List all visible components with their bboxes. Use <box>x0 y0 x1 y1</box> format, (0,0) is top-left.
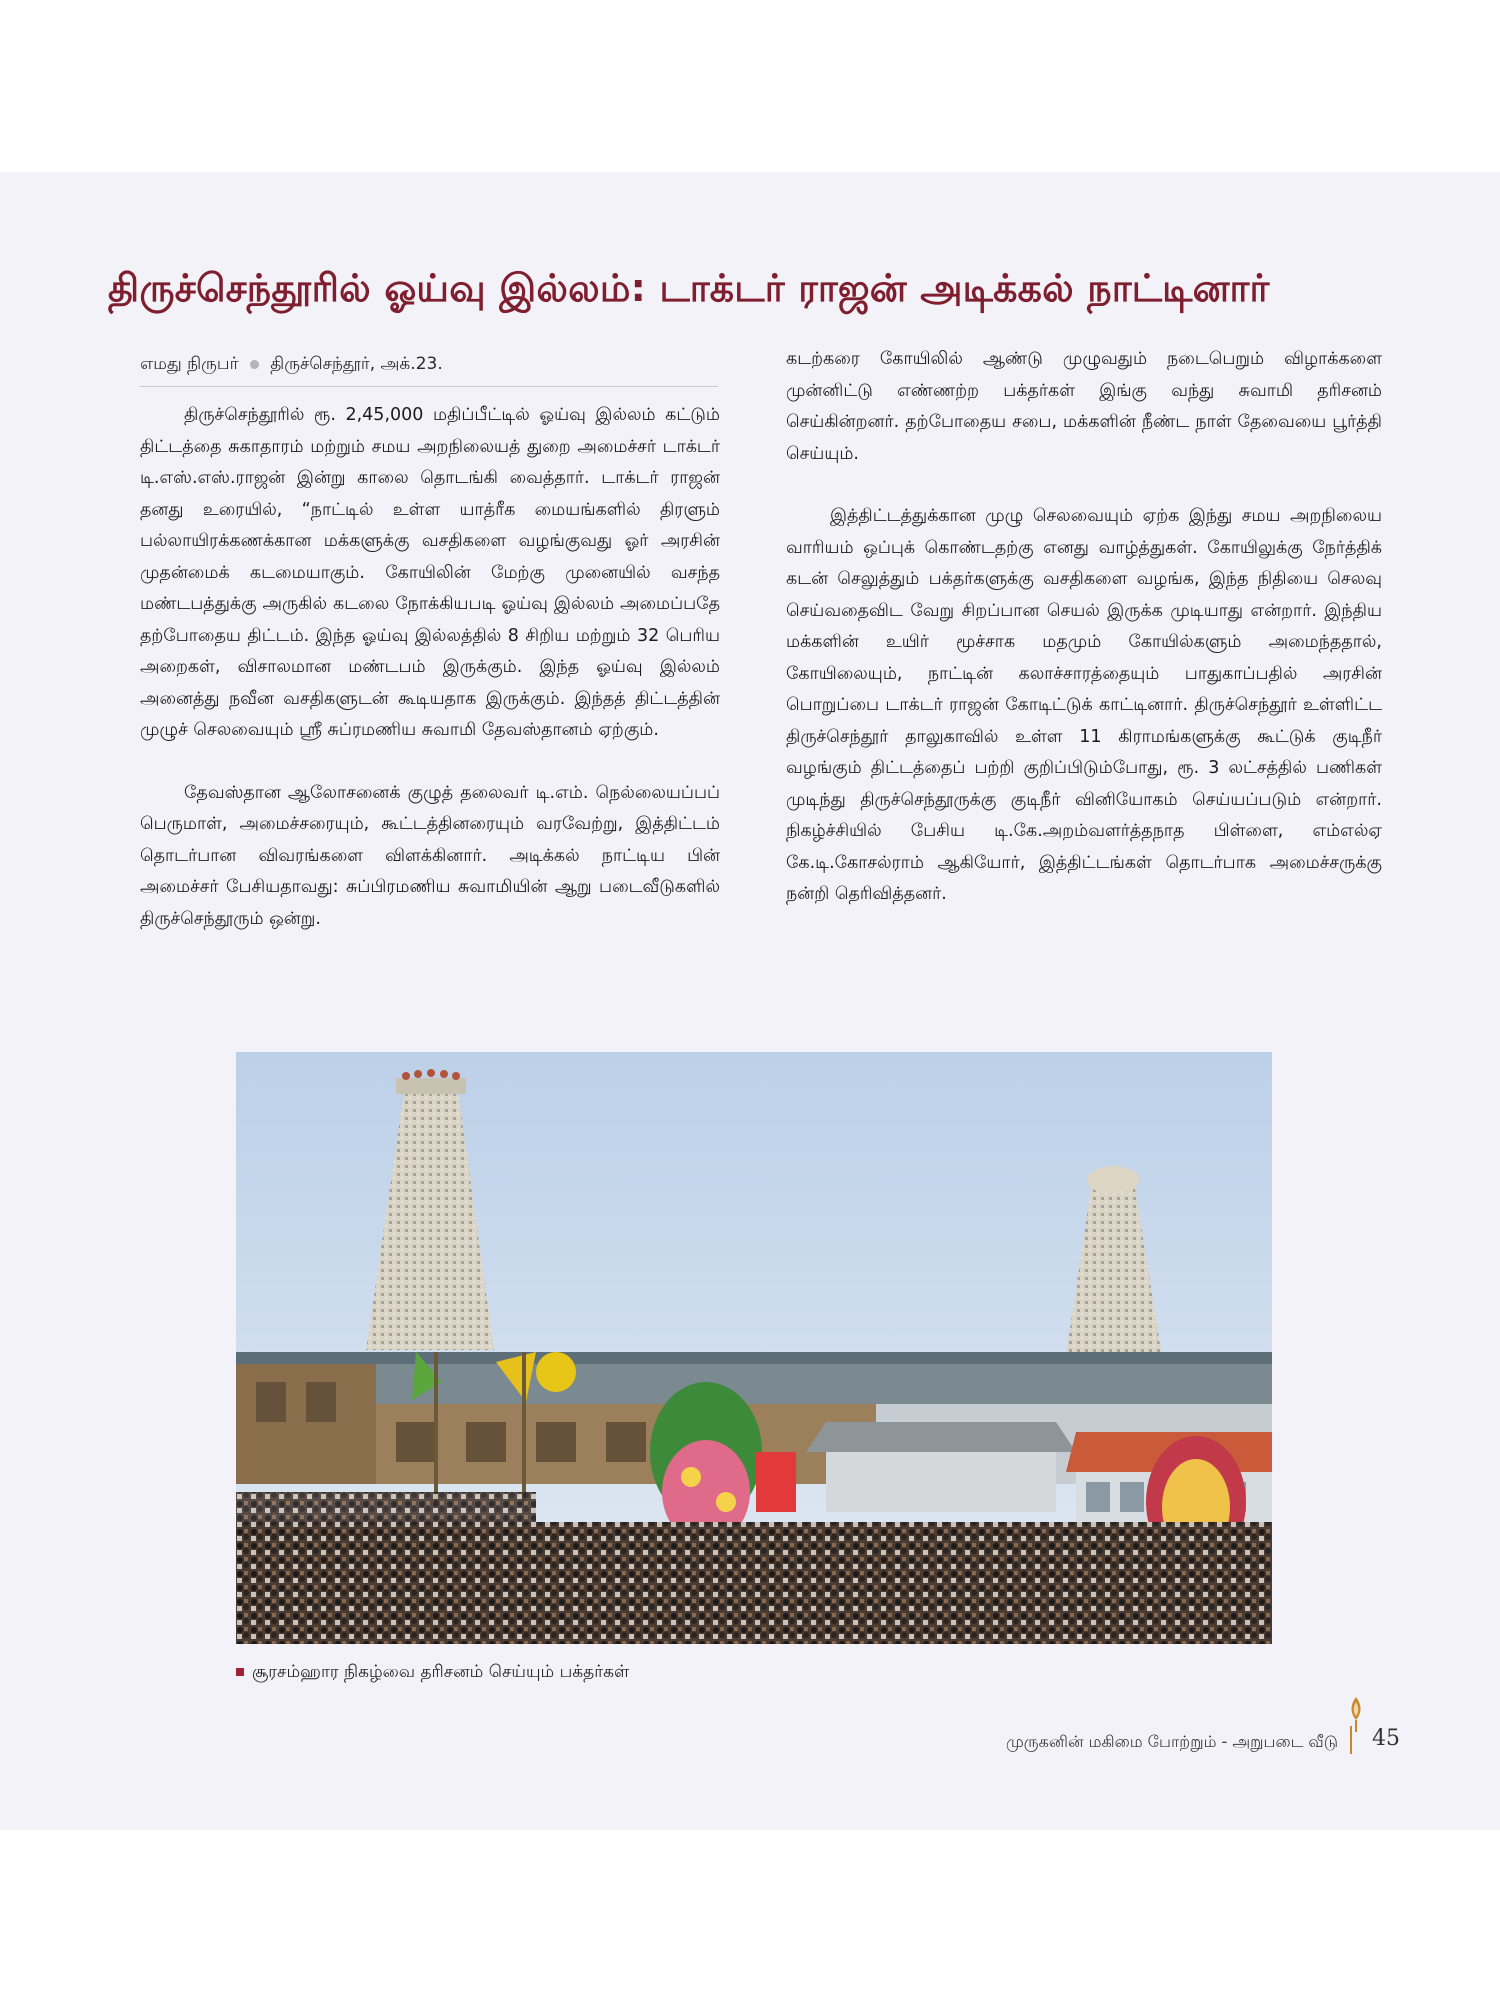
photo-caption <box>236 1662 629 1684</box>
photo-caption-text: சூரசம்ஹார நிகழ்வை தரிசனம் செய்யும் பக்தர்கள் <box>252 1662 630 1682</box>
article-column-right <box>786 344 1382 942</box>
page-number: 45 <box>1372 1726 1400 1751</box>
article-title: திருச்செந்தூரில் ஓய்வு இல்லம்: டாக்டர் ராஜன் அடிக்கல் நாட்டினார் <box>108 266 1270 310</box>
byline-author: எமது நிருபர் <box>140 354 239 374</box>
page-footer <box>1006 1696 1460 1766</box>
article-paragraph: இத்திட்டத்துக்கான முழு செலவையும் ஏற்க இந்து சமய அறநிலைய வாரியம் ஒப்புக் கொண்டதற்கு எனது வாழ்த்துகள். கோயிலுக்கு நேர்த்திக் கடன் செலுத்தும் பக்தர்களுக்கு வசதிகளை வழங்க, இந்த நிதியை செலவு செய்வதைவிட வேறு சிறப்பான செயல் இருக்க முடியாது என்றார். இந்திய மக்களின் உயிர் மூச்சாக மதமும் கோயில்களும் அமைந்ததால், கோயிலையும், நாட்டின் கலாச்சாரத்தையும் பாதுகாப்பதில் அரசின் பொறுப்பை டாக்டர் ராஜன் கோடிட்டுக் காட்டினார். திருச்செந்தூர் உள்ளிட்ட திருச்செந்தூர் தாலுகாவில் உள்ள 11 கிராமங்களுக்கு கூட்டுக் குடிநீர் வழங்கும் திட்டத்தைப் பற்றி குறிப்பிடும்போது, ரூ. 3 லட்சத்தில் பணிகள் முடிந்து திருச்செந்தூருக்கு குடிநீர் வினியோகம் செய்யப்படும் என்றார். நிகழ்ச்சியில் பேசிய டி.கே.அறம்வளர்த்தநாத பிள்ளை, எம்எல்ஏ கே.டி.கோசல்ராம் ஆகியோர், இத்திட்டங்கள் தொடர்பாக அமைச்சருக்கு நன்றி தெரிவித்தனர். <box>786 506 1382 904</box>
bullet-dot-icon <box>250 360 259 369</box>
article-paragraph: கடற்கரை கோயிலில் ஆண்டு முழுவதும் நடைபெறும் விழாக்களை முன்னிட்டு எண்ணற்ற பக்தர்கள் இங்கு வந்து சுவாமி தரிசனம் செய்கின்றனர். தற்போதைய சபை, மக்களின் நீண்ட நாள் தேவையை பூர்த்தி செய்யும். <box>786 349 1382 464</box>
temple-photo-illustration <box>236 1052 1272 1644</box>
byline-place-date: திருச்செந்தூர், அக்.23. <box>270 354 443 374</box>
article-paragraph: திருச்செந்தூரில் ரூ. 2,45,000 மதிப்பீட்டில் ஓய்வு இல்லம் கட்டும் திட்டத்தை சுகாதாரம் மற்றும் சமய அறநிலையத் துறை அமைச்சர் டாக்டர் டி.எஸ்.எஸ்.ராஜன் இன்று காலை தொடங்கி வைத்தார். டாக்டர் ராஜன் தனது உரையில், “நாட்டில் உள்ள யாத்ரீக மையங்களில் திரளும் பல்லாயிரக்கணக்கான மக்களுக்கு வசதிகளை வழங்குவது ஓர் அரசின் முதன்மைக் கடமையாகும். கோயிலின் மேற்கு முனையில் வசந்த மண்டபத்துக்கு அருகில் கடலை நோக்கியபடி ஓய்வு இல்லம் அமைப்பதே தற்போதைய திட்டம். இந்த ஓய்வு இல்லத்தில் 8 சிறிய மற்றும் 32 பெரிய அறைகள், விசாலமான மண்டபம் இருக்கும். இந்த ஓய்வு இல்லம் அனைத்து நவீன வசதிகளுடன் கூடியதாக இருக்கும். இந்தத் திட்டத்தின் முழுச் செலவையும் ஸ்ரீ சுப்ரமணிய சுவாமி தேவஸ்தானம் ஏற்கும். <box>140 405 720 740</box>
article-column-left <box>140 400 720 966</box>
article-paragraph: தேவஸ்தான ஆலோசனைக் குழுத் தலைவர் டி.எம். நெல்லையப்பப் பெருமாள், அமைச்சரையும், கூட்டத்தினரையும் வரவேற்று, இத்திட்டம் தொடர்பான விவரங்களை விளக்கினார். அடிக்கல் நாட்டிய பின் அமைச்சர் பேசியதாவது: சுப்பிரமணிய சுவாமியின் ஆறு படைவீடுகளில் திருச்செந்தூரும் ஒன்று. <box>140 782 720 929</box>
footer-divider <box>1350 1726 1352 1754</box>
vel-spear-icon <box>1346 1696 1366 1736</box>
footer-book-title: முருகனின் மகிமை போற்றும் - அறுபடை வீடு <box>1006 1732 1338 1751</box>
caption-square-icon <box>236 1668 244 1676</box>
byline <box>140 354 718 387</box>
magazine-page <box>0 172 1500 1830</box>
temple-festival-photo <box>236 1052 1272 1644</box>
